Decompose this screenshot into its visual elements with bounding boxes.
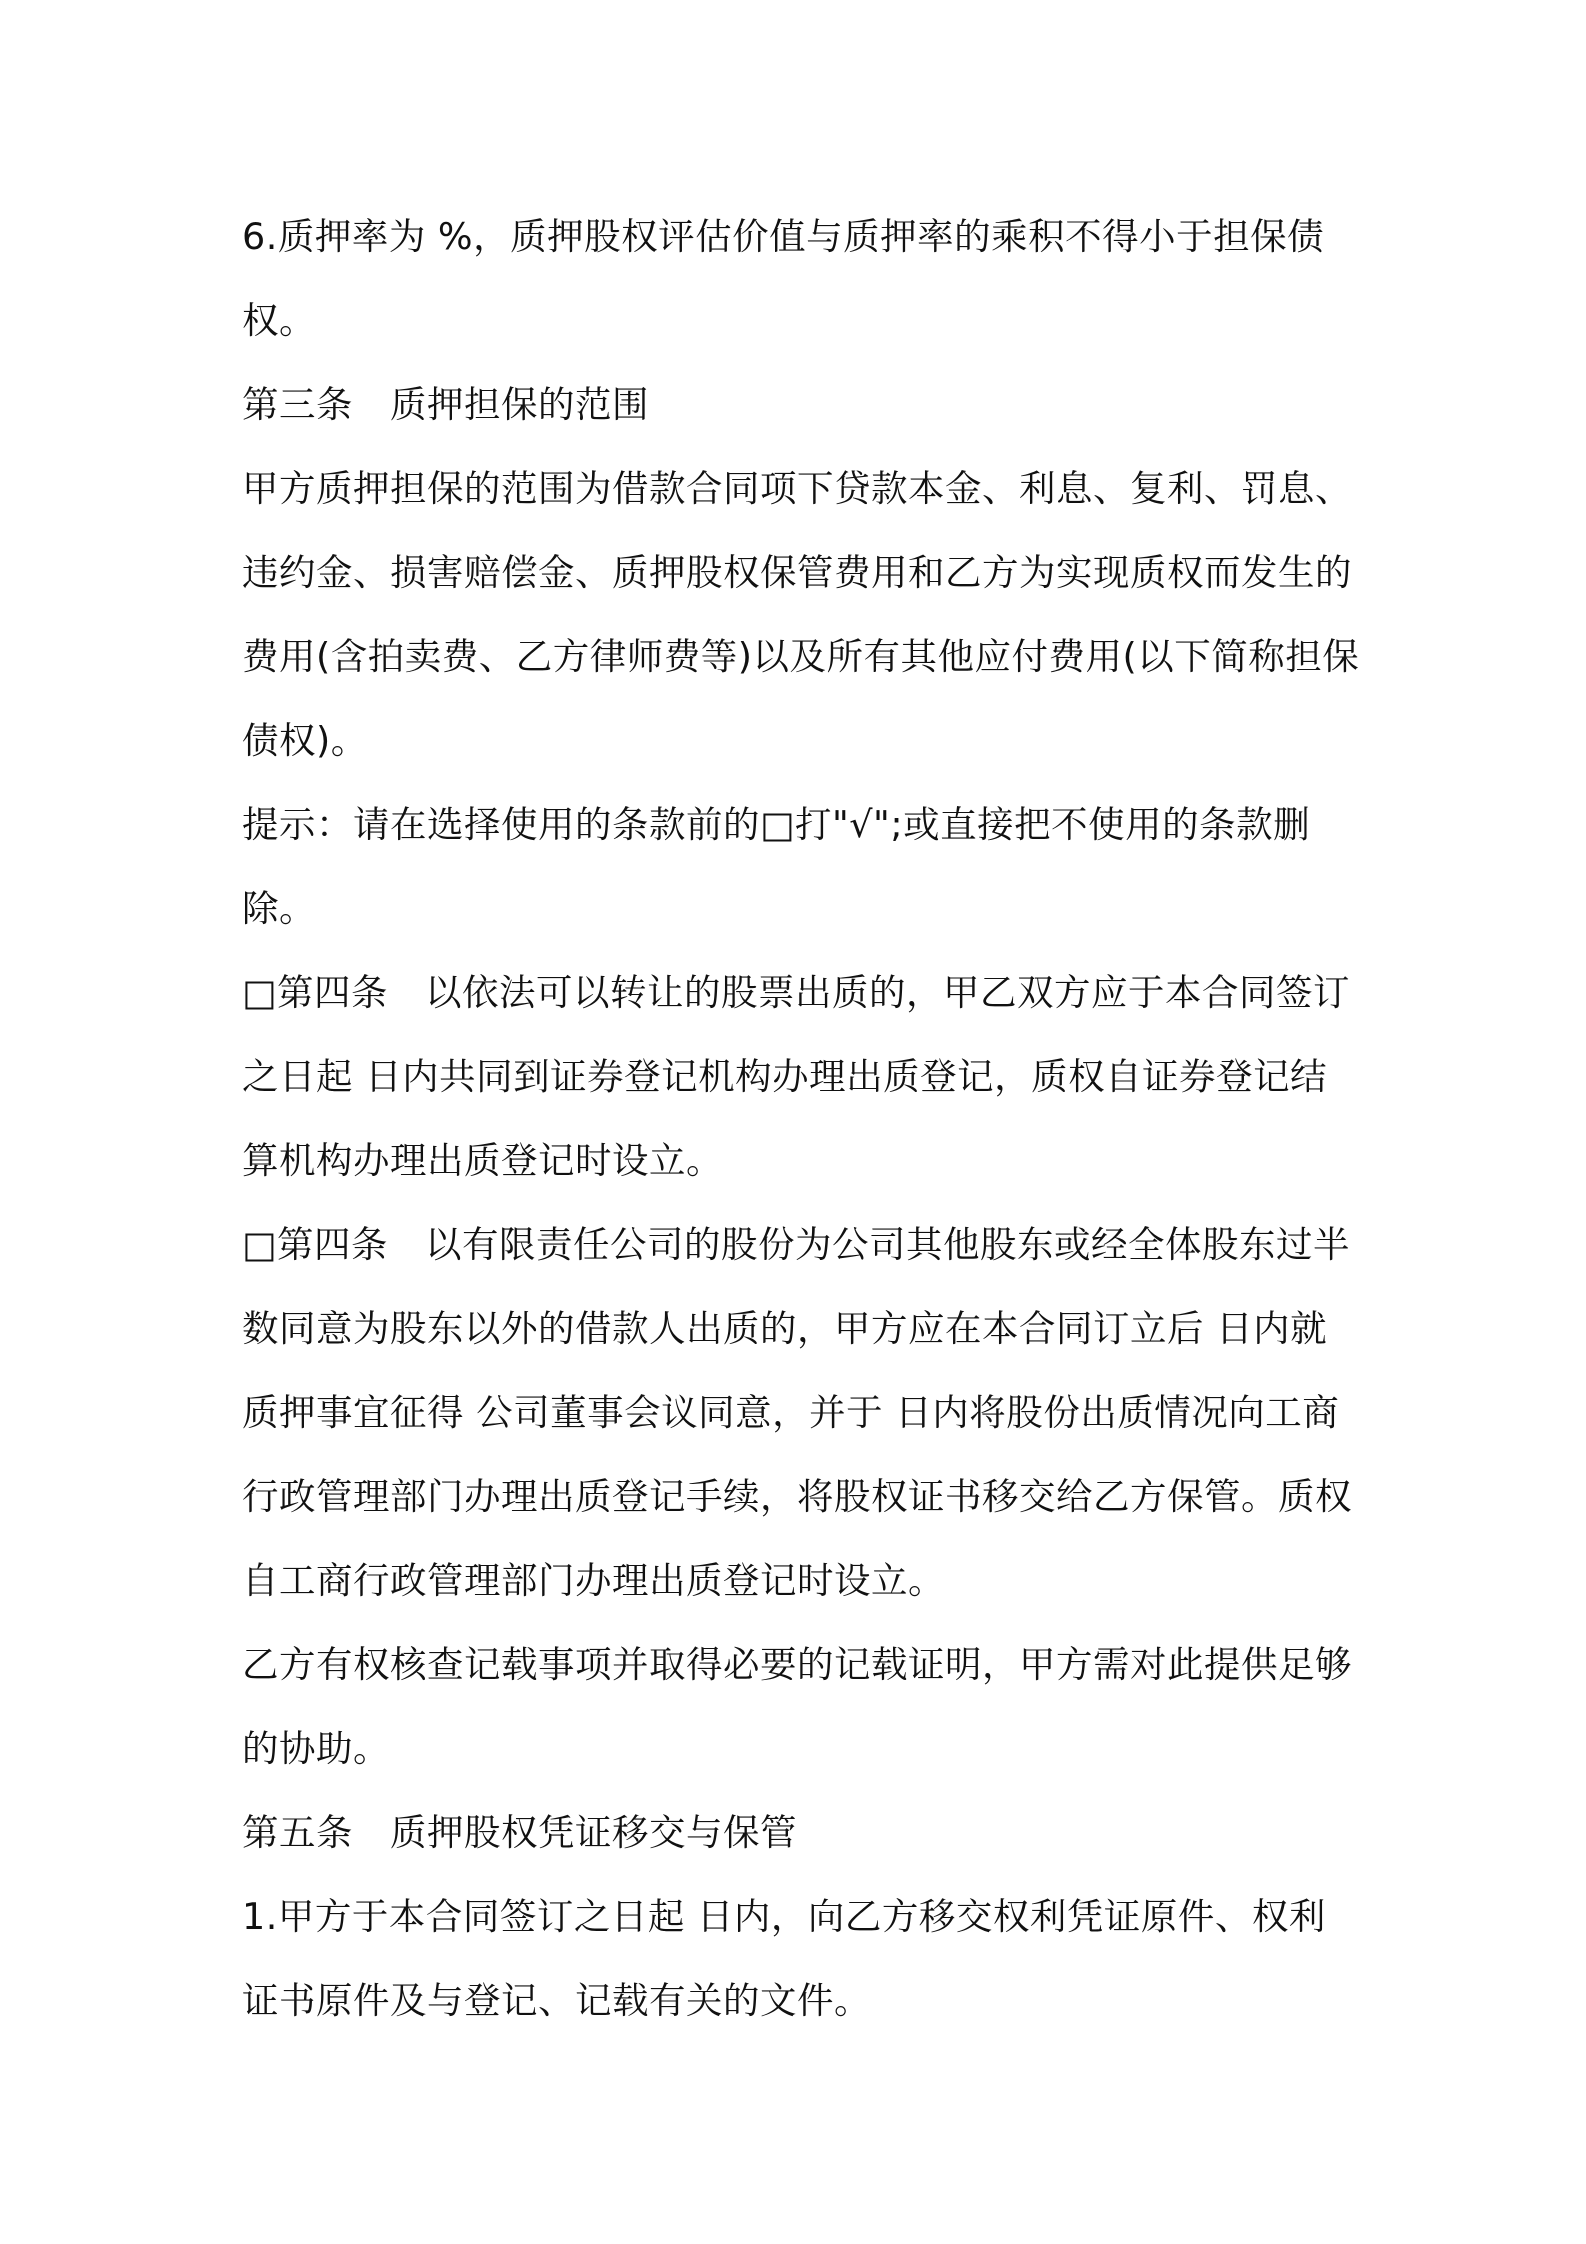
heading-article-3: 第三条 质押担保的范围	[242, 383, 649, 426]
paragraph-pledge-rate: 6.质押率为 %，质押股权评估价值与质押率的乘积不得小于担保债权。	[242, 215, 1325, 342]
paragraph-article-4-option-stock: □第四条 以依法可以转让的股票出质的，甲乙双方应于本合同签订之日起 日内共同到证券登记机构办理出质登记，质权自证券登记结算机构办理出质登记时设立。	[242, 971, 1350, 1182]
paragraph-handover: 1.甲方于本合同签订之日起 日内，向乙方移交权利凭证原件、权利证书原件及与登记、记载有关的文件。	[242, 1895, 1326, 2022]
document-body	[242, 195, 1360, 2043]
paragraph-article-4-option-llc: □第四条 以有限责任公司的股份为公司其他股东或经全体股东过半数同意为股东以外的借款人出质的，甲方应在本合同订立后 日内就质押事宜征得 公司董事会议同意，并于 日内将股份出质情况向工商行政管理部门办理出质登记手续，将股权证书移交给乙方保管。质权自工商行政管理部门办理出质登记时设立。	[242, 1223, 1352, 1602]
paragraph-verification: 乙方有权核查记载事项并取得必要的记载证明，甲方需对此提供足够的协助。	[242, 1643, 1352, 1770]
paragraph-guarantee-scope: 甲方质押担保的范围为借款合同项下贷款本金、利息、复利、罚息、违约金、损害赔偿金、质押股权保管费用和乙方为实现质权而发生的费用(含拍卖费、乙方律师费等)以及所有其他应付费用(以下简称担保债权)。	[242, 467, 1360, 762]
heading-article-5: 第五条 质押股权凭证移交与保管	[242, 1811, 797, 1854]
paragraph-hint: 提示：请在选择使用的条款前的□打"√";或直接把不使用的条款删除。	[242, 803, 1311, 930]
